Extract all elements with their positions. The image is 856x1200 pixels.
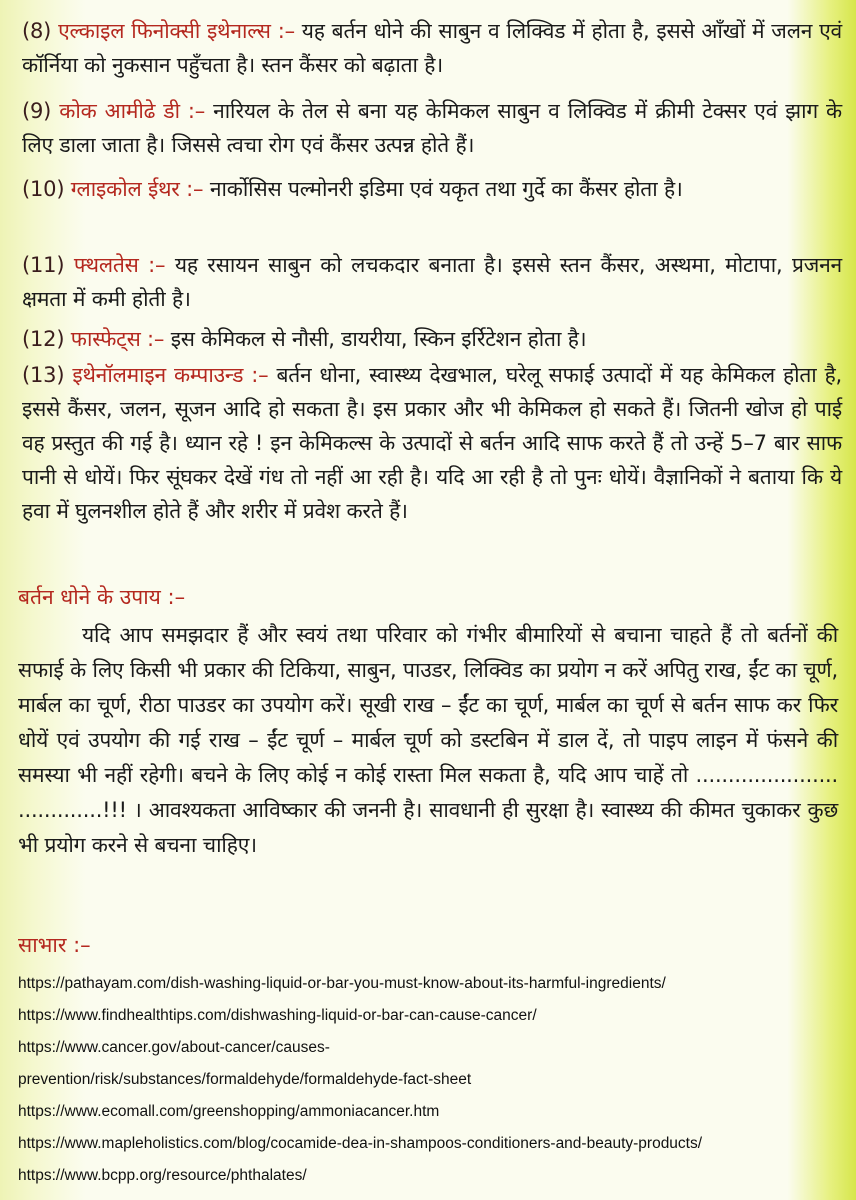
chemical-name: ग्लाइकोल ईथर :– [70,177,204,201]
item-number: (13) [22,363,65,387]
item-11 [22,248,842,316]
item-text: नार्कोसिस पल्मोनरी इडिमा एवं यकृत तथा गुर्दे का कैंसर होता है। [203,177,683,201]
reference-link[interactable]: https://www.bcpp.org/resource/phthalates/ [18,1167,307,1184]
chemical-name: फ्थलतेस :– [73,253,166,277]
paragraph-text: यदि आप समझदार हैं और स्वयं तथा परिवार को गंभीर बीमारियों से बचाना चाहते हैं तो बर्तनों की सफाई के लिए किसी भी प्रकार की टिकिया, साबुन, पाउडर, लिक्विड का प्रयोग न करें अपितु राख, ईंट का चूर्ण, मार्बल का चूर्ण, रीठा पाउडर का उपयोग करें। सूखी राख – ईंट का चूर्ण, मार्बल का चूर्ण से बर्तन साफ कर फिर धोयें एवं उपयोग की गई राख – ईंट चूर्ण – मार्बल चूर्ण को डस्टबिन में डाल दें, तो पाइप लाइन में फंसने की समस्या भी नहीं रहेगी। बचने के लिए कोई न कोई रास्ता मिल सकता है, यदि आप चाहें तो ...................... .............!!! । आवश्यकता आविष्कार की जननी है। सावधानी ही सुरक्षा है। स्वास्थ्य की कीमत चुकाकर कुछ भी प्रयोग करने से बचना चाहिए। [18,623,838,857]
reference-link[interactable]: https://www.mapleholistics.com/blog/cocamide-dea-in-shampoos-conditioners-and-beauty-products/ [18,1135,703,1152]
chemical-name: कोक आमीढे डी :– [59,99,206,123]
reference-link[interactable]: https://pathayam.com/dish-washing-liquid-or-bar-you-must-know-about-its-harmful-ingredients/ [18,975,666,992]
item-number: (8) [22,19,52,43]
item-text: यह रसायन साबुन को लचकदार बनाता है। इससे स्तन कैंसर, अस्थमा, मोटापा, प्रजनन क्षमता में कमी होती है। [22,253,842,311]
item-12 [22,322,842,356]
reference-link[interactable]: https://www.findhealthtips.com/dishwashing-liquid-or-bar-can-cause-cancer/ [18,1007,537,1024]
item-13 [22,358,842,528]
reference-link[interactable]: prevention/risk/substances/formaldehyde/formaldehyde-fact-sheet [18,1071,472,1088]
item-number: (10) [22,177,65,201]
reference-link[interactable]: https://www.ecomall.com/greenshopping/ammoniacancer.htm [18,1103,440,1120]
chemical-name: फास्फेट्स :– [70,327,165,351]
section-heading: बर्तन धोने के उपाय :– [18,585,186,609]
section-paragraph [18,618,838,863]
item-number: (9) [22,99,52,123]
reference-list [18,968,848,1192]
item-number: (11) [22,253,65,277]
chemical-name: इथेनॉलमाइन कम्पाउन्ड :– [72,363,269,387]
item-text: बर्तन धोना, स्वास्थ्य देखभाल, घरेलू सफाई उत्पादों में यह केमिकल होता है, इससे कैंसर, जलन, सूजन आदि हो सकता है। इस प्रकार और भी केमिकल हो सकते हैं। जितनी खोज हो पाई वह प्रस्तुत की गई है। ध्यान रहे ! इन केमिकल्स के उत्पादों से बर्तन आदि साफ करते हैं तो उन्हें 5–7 बार साफ पानी से धोयें। फिर सूंघकर देखें गंध तो नहीं आ रही है। यदि आ रही है तो पुनः धोयें। वैज्ञानिकों ने बताया कि ये हवा में घुलनशील होते हैं और शरीर में प्रवेश करते हैं। [22,363,842,523]
item-text: नारियल के तेल से बना यह केमिकल साबुन व लिक्विड में क्रीमी टेक्सर एवं झाग के लिए डाला जाता है। जिससे त्वचा रोग एवं कैंसर उत्पन्न होते हैं। [22,99,842,157]
item-text: यह बर्तन धोने की साबुन व लिक्विड में होता है, इससे आँखों में जलन एवं कॉर्निया को नुकसान पहुँचता है। स्तन कैंसर को बढ़ाता है। [22,19,843,77]
chemical-name: एल्काइल फिनोक्सी इथेनाल्स :– [58,19,295,43]
item-text: इस केमिकल से नौसी, डायरीया, स्किन इर्रिटेशन होता है। [164,327,587,351]
item-10 [22,172,842,206]
item-8 [22,14,842,82]
credits-heading: साभार :– [18,933,91,957]
item-9 [22,94,842,162]
item-number: (12) [22,327,65,351]
reference-link[interactable]: https://www.cancer.gov/about-cancer/causes- [18,1039,330,1056]
